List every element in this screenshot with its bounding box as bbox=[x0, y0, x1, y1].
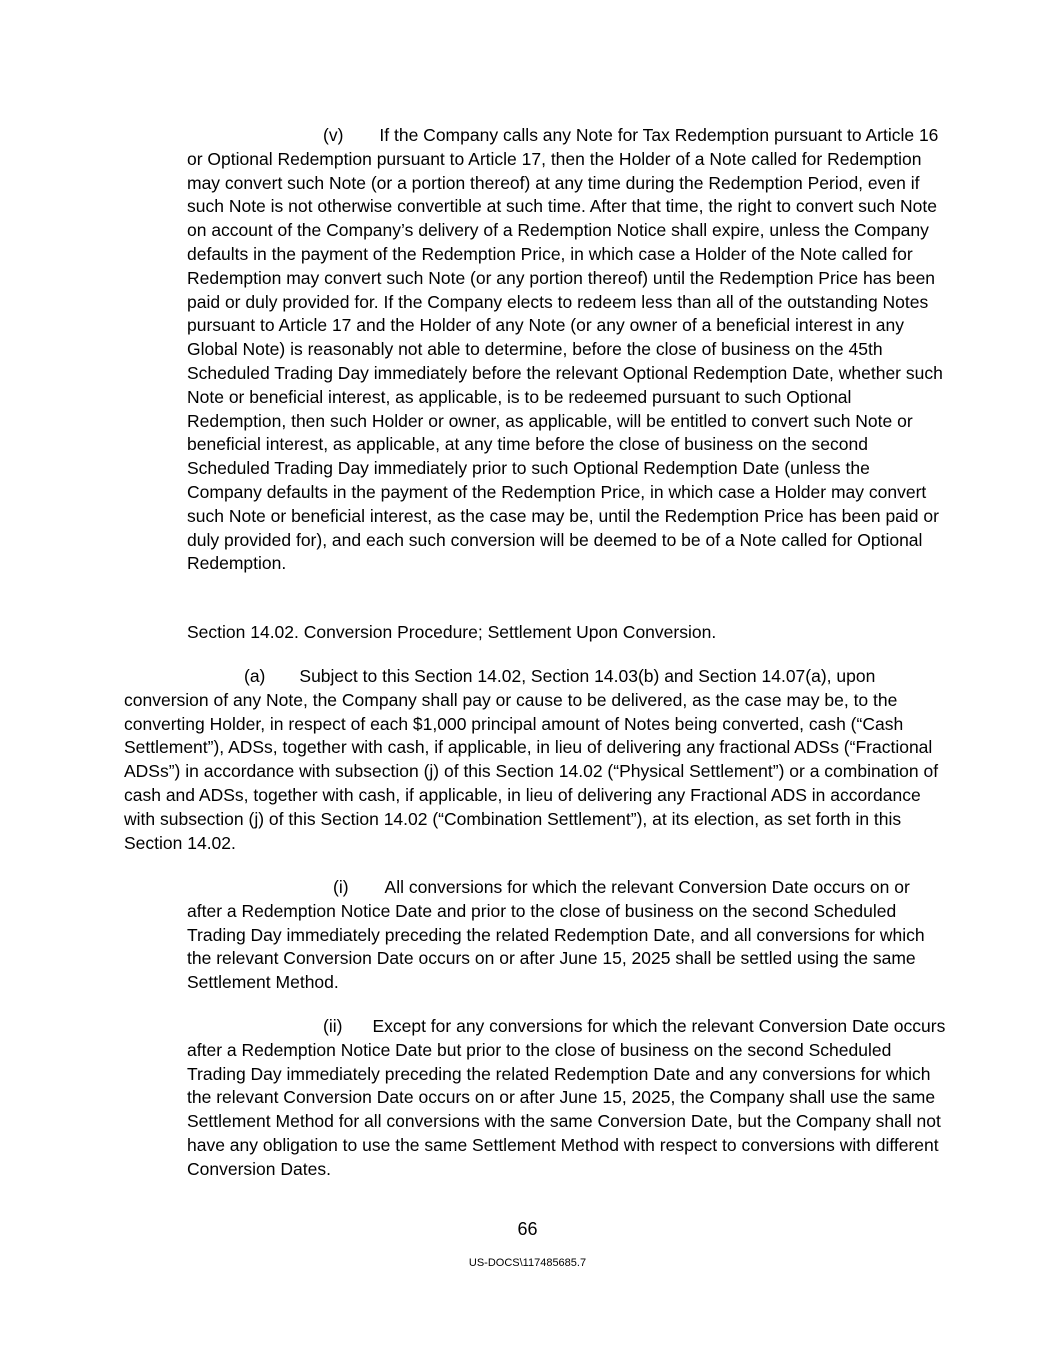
paragraph-a-text: Subject to this Section 14.02, Section 14.03(b) and Section 14.07(a), upon conversion of any Note, the Company shall pay or cause to be delivered, as the case may be, to the converting Holder, in respect of each $1,000 principal amount of Notes being converted, cash (“Cash Settlement”), ADSs, together with cash, if applicable, in lieu of delivering any fractional ADSs (“Fractional ADSs”) in accordance with subsection (j) of this Section 14.02 (“Physical Settlement”) or a combination of cash and ADSs, together with cash, if applicable, in lieu of delivering any Fractional ADS in accordance with subsection (j) of this Section 14.02 (“Combination Settlement”), at its election, as set forth in this Section 14.02. bbox=[124, 666, 939, 853]
paragraph-ii-text: Except for any conversions for which the relevant Conversion Date occurs after a Redemption Notice Date but prior to the close of business on the second Scheduled Trading Day immediately preceding the related Redemption Date and any conversions for which the relevant Conversion Date occurs on or after June 15, 2025, the Company shall use the same Settlement Method for all conversions with the same Conversion Date, but the Company shall not have any obligation to use the same Settlement Method with respect to conversions with different Conversion Dates. bbox=[187, 1016, 946, 1179]
paragraph-v bbox=[187, 124, 947, 576]
section-heading: Section 14.02. Conversion Procedure; Settlement Upon Conversion. bbox=[187, 622, 717, 642]
paragraph-v-marker: (v) bbox=[323, 125, 344, 145]
paragraph-i bbox=[187, 876, 947, 995]
paragraph-a bbox=[124, 665, 944, 855]
document-id: US-DOCS\117485685.7 bbox=[468, 1257, 587, 1269]
paragraph-ii bbox=[187, 1015, 947, 1182]
paragraph-i-marker: (i) bbox=[333, 877, 349, 897]
page-number: 66 bbox=[517, 1219, 538, 1239]
paragraph-v-text: If the Company calls any Note for Tax Redemption pursuant to Article 16 or Optional Redemption pursuant to Article 17, then the Holder of a Note called for Redemption may convert such Note (or a portion thereof) at any time during the Redemption Period, even if such Note is not otherwise convertible at such time. After that time, the right to convert such Note on account of the Company’s delivery of a Redemption Notice shall expire, unless the Company defaults in the payment of the Redemption Price, in which case a Holder of the Note called for Redemption may convert such Note (or any portion thereof) until the Redemption Price has been paid or duly provided for. If the Company elects to redeem less than all of the outstanding Notes pursuant to Article 17 and the Holder of any Note (or any owner of a beneficial interest in any Global Note) is reasonably not able to determine, before the close of business on the 45th Scheduled Trading Day immediately before the relevant Optional Redemption Date, whether such Note or beneficial interest, as applicable, is to be redeemed pursuant to such Optional Redemption, then such Holder or owner, as applicable, will be entitled to convert such Note or beneficial interest, as applicable, at any time before the close of business on the second Scheduled Trading Day immediately prior to such Optional Redemption Date (unless the Company defaults in the payment of the Redemption Price, in which case a Holder may convert such Note or beneficial interest, as the case may be, until the Redemption Price has been paid or duly provided for), and each such conversion will be deemed to be of a Note called for Optional Redemption. bbox=[187, 125, 943, 574]
paragraph-a-marker: (a) bbox=[244, 666, 266, 686]
paragraph-i-text: All conversions for which the relevant Conversion Date occurs on or after a Redemption Notice Date and prior to the close of business on the second Scheduled Trading Day immediately preceding the related Redemption Date, and all conversions for which the relevant Conversion Date occurs on or after June 15, 2025 shall be settled using the same Settlement Method. bbox=[187, 877, 925, 993]
paragraph-ii-marker: (ii) bbox=[323, 1016, 343, 1036]
